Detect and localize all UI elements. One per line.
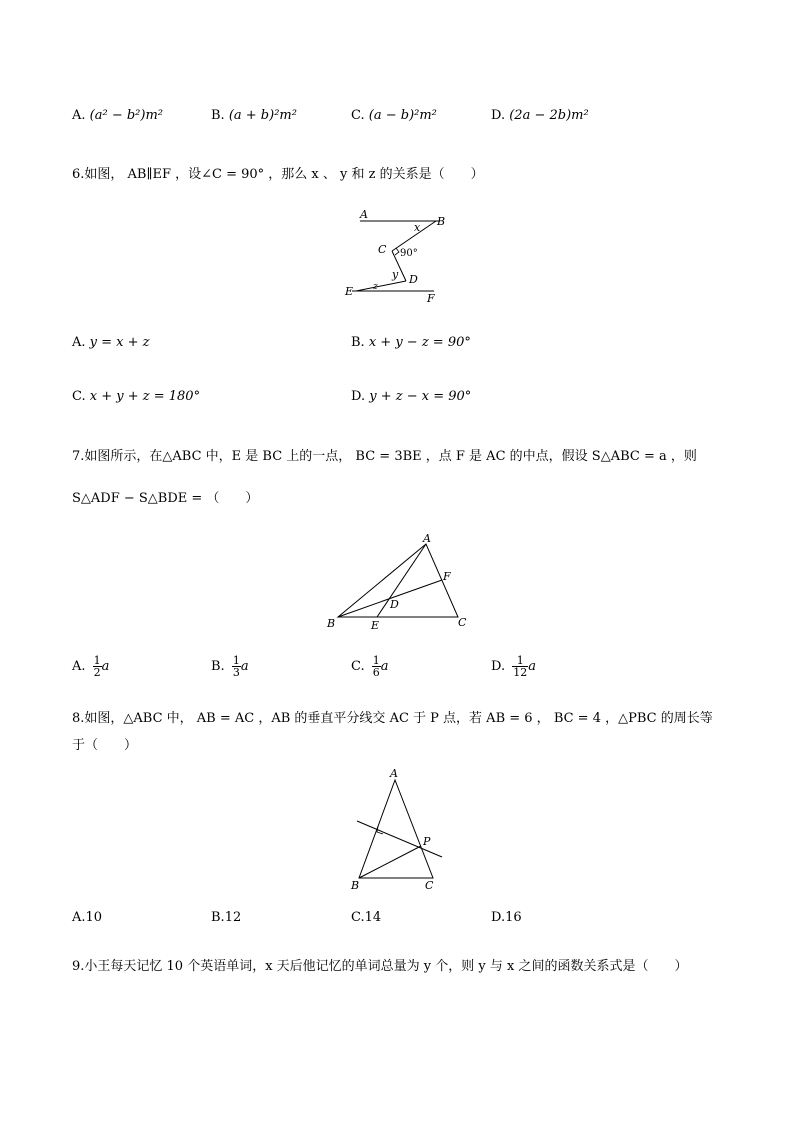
option-expr: x + y − z = 90° (368, 335, 471, 350)
q7-figure (322, 532, 472, 632)
option-var: a (101, 659, 110, 674)
option-letter: C. (351, 910, 365, 925)
option-value: 16 (505, 910, 522, 925)
option-letter: A. (72, 335, 86, 350)
label-90: 90° (400, 248, 418, 259)
q5-option-b (211, 108, 297, 123)
q9-text: 9.小王每天记忆 10 个英语单词，x 天后他记忆的单词总量为 y 个，则 y 与 x 之间的函数关系式是（ ） (72, 959, 688, 974)
label-f: F (443, 570, 451, 583)
option-letter: B. (211, 659, 225, 674)
option-expr: (a − b)²m² (368, 108, 437, 123)
option-letter: B. (211, 108, 225, 123)
label-x: x (414, 221, 421, 234)
option-expr: y = x + z (89, 335, 150, 350)
q6-option-a (72, 335, 150, 350)
option-expr: (a² − b²)m² (89, 108, 164, 123)
option-letter: D. (491, 659, 506, 674)
q5-option-a (72, 108, 163, 123)
label-e: E (345, 285, 354, 298)
q5-option-d (491, 108, 589, 123)
label-e: E (371, 619, 380, 632)
option-expr: (2a − 2b)m² (509, 108, 589, 123)
label-p: P (423, 835, 431, 848)
option-value: 12 (224, 910, 242, 925)
label-z: z (373, 282, 378, 292)
label-a: A (390, 767, 398, 780)
fraction-num: 1 (512, 655, 528, 667)
option-expr: x + y + z = 180° (89, 389, 201, 404)
q8-text-line1: 8.如图，△ABC 中， AB = AC ，AB 的垂直平分线交 AC 于 P 点，若 AB = 6 ， BC = 4 ，△PBC 的周长等 (72, 711, 713, 726)
option-letter: C. (72, 389, 86, 404)
option-value: 14 (364, 910, 382, 925)
q7-option-c (351, 655, 389, 678)
line-ae (377, 544, 426, 617)
option-expr: y + z − x = 90° (369, 389, 472, 404)
q6-text: 6.如图， AB∥EF ，设∠C = 90° ，那么 x 、 y 和 z 的关系是（ ） (72, 167, 484, 182)
triangle-abc (359, 780, 433, 878)
option-var: a (380, 659, 389, 674)
label-c: C (425, 879, 434, 892)
q6-figure (340, 205, 450, 305)
option-value: 10 (85, 910, 103, 925)
label-d: D (390, 598, 399, 611)
label-b: B (437, 215, 446, 228)
fraction (93, 655, 102, 678)
q7-option-d (491, 655, 536, 678)
fraction-den: 2 (93, 666, 101, 679)
fraction-den: 12 (513, 666, 528, 679)
q8-figure (345, 765, 455, 895)
label-f: F (427, 292, 435, 305)
fraction-den: 3 (232, 666, 240, 679)
q5-option-c (351, 108, 437, 123)
label-a: A (360, 208, 368, 221)
option-letter: D. (351, 389, 366, 404)
fraction-num: 1 (93, 654, 101, 667)
q6-option-d (351, 389, 471, 404)
option-letter: C. (351, 659, 365, 674)
fraction (372, 655, 381, 678)
q8-text-line2: 于（ ） (72, 738, 138, 753)
label-c: C (458, 616, 467, 629)
q7-text-line2: S△ADF − S△BDE = （ ） (72, 491, 259, 506)
fraction-num: 1 (372, 654, 380, 667)
q7-option-b (211, 655, 249, 678)
option-letter: C. (351, 108, 365, 123)
line-bp (359, 846, 421, 878)
q8-option-a (72, 910, 102, 925)
option-letter: D. (491, 108, 506, 123)
q8-option-b (211, 910, 241, 925)
fraction-den: 6 (372, 666, 380, 679)
option-var: a (240, 659, 249, 674)
option-letter: A. (72, 659, 86, 674)
label-c: C (378, 243, 387, 256)
label-b: B (327, 617, 336, 630)
q7-option-a (72, 655, 109, 678)
option-letter: B. (211, 910, 225, 925)
fraction (512, 655, 528, 678)
label-b: B (351, 879, 360, 892)
label-d: D (409, 273, 418, 286)
q6-option-c (72, 389, 200, 404)
line-de (356, 281, 406, 291)
option-letter: D. (491, 910, 506, 925)
fraction-num: 1 (232, 654, 240, 667)
option-letter: B. (351, 335, 365, 350)
option-letter: A. (72, 108, 86, 123)
label-y: y (392, 268, 399, 281)
option-letter: A. (72, 910, 86, 925)
fraction (232, 655, 241, 678)
q7-text-line1: 7.如图所示，在△ABC 中，E 是 BC 上的一点， BC = 3BE ，点 F 是 AC 的中点，假设 S△ABC = a ，则 (72, 449, 697, 464)
q8-option-c (351, 910, 381, 925)
option-var: a (528, 659, 536, 674)
option-expr: (a + b)²m² (228, 108, 297, 123)
q6-option-b (351, 335, 471, 350)
label-a: A (423, 532, 431, 545)
q8-option-d (491, 910, 522, 925)
